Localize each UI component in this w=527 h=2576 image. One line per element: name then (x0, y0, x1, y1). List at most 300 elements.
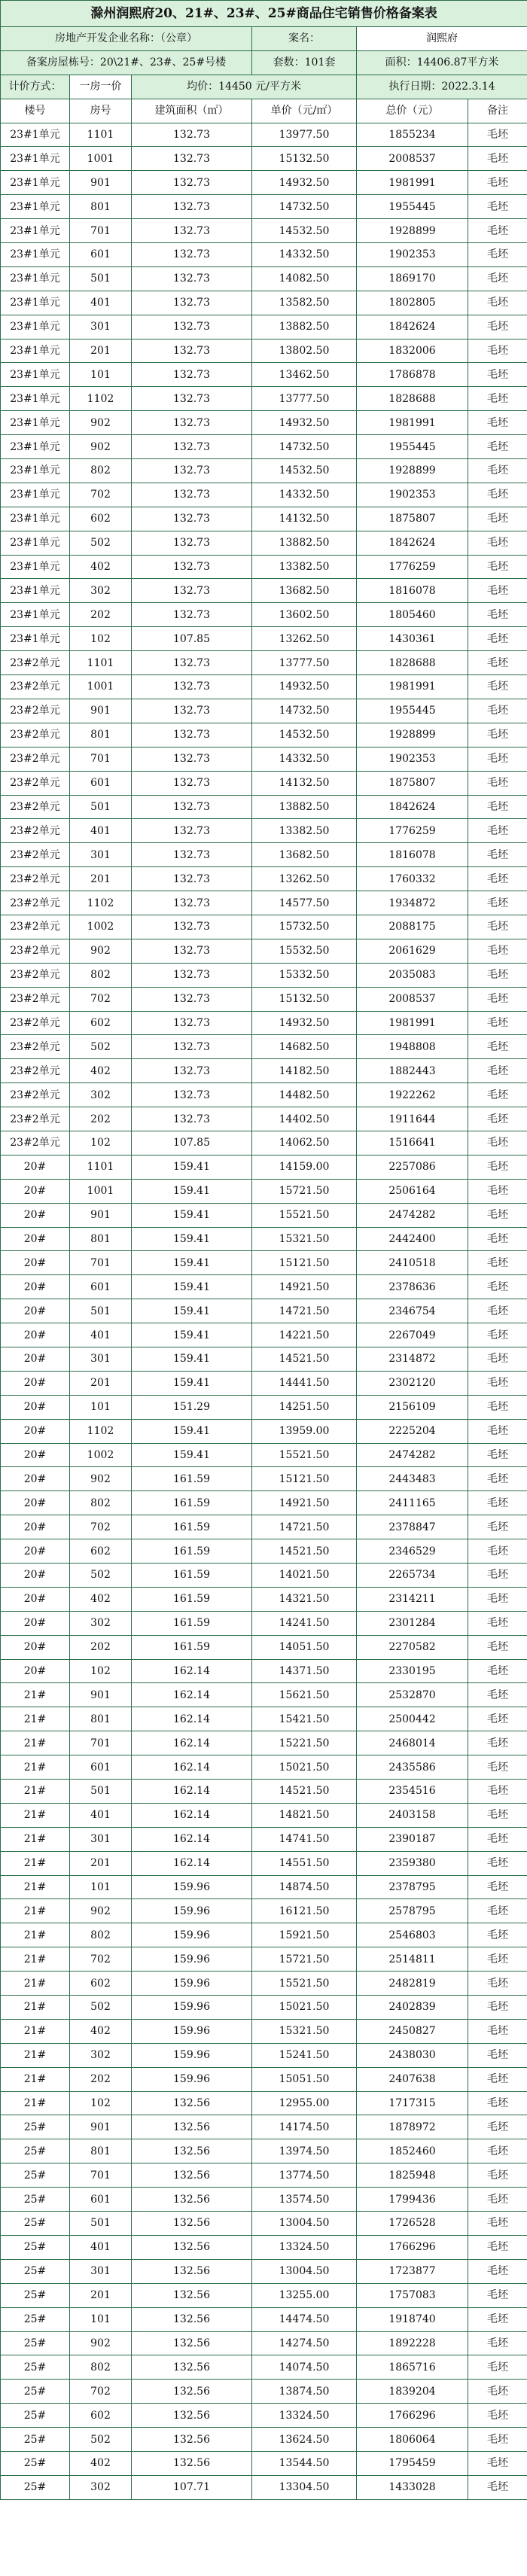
cell-room: 601 (70, 1755, 132, 1780)
cell-total-price: 1865716 (357, 2355, 468, 2380)
cell-note: 毛坯 (468, 1155, 527, 1179)
cell-building: 20# (1, 1299, 70, 1323)
cell-building: 20# (1, 1635, 70, 1659)
cell-total-price: 1928899 (357, 723, 468, 747)
cell-unit-price: 13262.50 (252, 867, 357, 891)
cell-area: 132.73 (132, 507, 252, 531)
cell-total-price: 1928899 (357, 459, 468, 483)
cell-area: 132.73 (132, 1059, 252, 1083)
cell-unit-price: 13324.50 (252, 2235, 357, 2259)
table-row (1, 1515, 527, 1539)
cell-unit-price: 14174.50 (252, 2115, 357, 2139)
cell-unit-price: 15121.50 (252, 1467, 357, 1491)
cell-building: 23#2单元 (1, 1083, 70, 1107)
cell-total-price: 2346529 (357, 1539, 468, 1564)
cell-total-price: 1922262 (357, 1083, 468, 1107)
cell-total-price: 2546803 (357, 1923, 468, 1947)
cell-room: 502 (70, 531, 132, 555)
cell-note: 毛坯 (468, 2067, 527, 2091)
cell-building: 21# (1, 1875, 70, 1899)
cell-unit-price: 13777.50 (252, 651, 357, 675)
cell-total-price: 2435586 (357, 1755, 468, 1780)
cell-room: 902 (70, 939, 132, 963)
cell-room: 202 (70, 1107, 132, 1131)
cell-room: 802 (70, 1491, 132, 1515)
cell-total-price: 1786878 (357, 363, 468, 387)
cell-total-price: 1911644 (357, 1107, 468, 1131)
cell-unit-price: 13574.50 (252, 2188, 357, 2212)
cell-area: 132.73 (132, 266, 252, 291)
cell-room: 302 (70, 1083, 132, 1107)
cell-building: 23#2单元 (1, 891, 70, 915)
cell-total-price: 1757083 (357, 2283, 468, 2307)
cell-area: 161.59 (132, 1564, 252, 1588)
execution-date: 执行日期：2022.3.14 (357, 75, 527, 99)
cell-building: 23#1单元 (1, 339, 70, 363)
cell-note: 毛坯 (468, 2259, 527, 2283)
cell-area: 159.41 (132, 1251, 252, 1275)
cell-room: 102 (70, 627, 132, 651)
header-room: 房号 (70, 99, 132, 123)
cell-total-price: 1955445 (357, 435, 468, 459)
cell-total-price: 1723877 (357, 2259, 468, 2283)
cell-note: 毛坯 (468, 2115, 527, 2139)
cell-building: 23#1单元 (1, 579, 70, 603)
cell-room: 302 (70, 2475, 132, 2499)
table-row (1, 939, 527, 963)
cell-note: 毛坯 (468, 1851, 527, 1875)
cell-unit-price: 13882.50 (252, 795, 357, 819)
cell-note: 毛坯 (468, 1083, 527, 1107)
cell-room: 101 (70, 2307, 132, 2331)
cell-total-price: 1902353 (357, 483, 468, 507)
cell-total-price: 1430361 (357, 627, 468, 651)
table-row (1, 339, 527, 363)
cell-note: 毛坯 (468, 2428, 527, 2452)
cell-building: 23#1单元 (1, 531, 70, 555)
cell-note: 毛坯 (468, 2163, 527, 2188)
cell-area: 132.73 (132, 243, 252, 267)
cell-room: 501 (70, 1299, 132, 1323)
cell-total-price: 2407638 (357, 2067, 468, 2091)
cell-building: 23#2单元 (1, 1011, 70, 1035)
table-row (1, 291, 527, 315)
cell-unit-price: 14371.50 (252, 1659, 357, 1683)
cell-note: 毛坯 (468, 1251, 527, 1275)
cell-unit-price: 14332.50 (252, 483, 357, 507)
cell-room: 702 (70, 1947, 132, 1972)
cell-note: 毛坯 (468, 603, 527, 627)
cell-room: 1102 (70, 1419, 132, 1443)
cell-total-price: 1842624 (357, 531, 468, 555)
cell-area: 159.41 (132, 1179, 252, 1203)
cell-area: 161.59 (132, 1515, 252, 1539)
cell-unit-price: 14051.50 (252, 1635, 357, 1659)
cell-building: 21# (1, 1780, 70, 1804)
cell-unit-price: 15521.50 (252, 1443, 357, 1467)
cell-unit-price: 15921.50 (252, 1923, 357, 1947)
cell-total-price: 1955445 (357, 195, 468, 219)
table-row (1, 795, 527, 819)
cell-building: 23#2单元 (1, 699, 70, 723)
table-row (1, 1755, 527, 1780)
cell-room: 402 (70, 2451, 132, 2475)
table-row (1, 2235, 527, 2259)
table-row (1, 1899, 527, 1923)
cell-note: 毛坯 (468, 2451, 527, 2475)
cell-total-price: 2035083 (357, 963, 468, 987)
cell-area: 132.73 (132, 675, 252, 699)
method-value: 一房一价 (70, 75, 132, 99)
cell-building: 23#1单元 (1, 123, 70, 147)
building-row (1, 50, 527, 75)
cell-unit-price: 14521.50 (252, 1780, 357, 1804)
table-row (1, 2212, 527, 2236)
cell-note: 毛坯 (468, 1299, 527, 1323)
cell-unit-price: 14159.00 (252, 1155, 357, 1179)
cell-note: 毛坯 (468, 1491, 527, 1515)
table-row (1, 867, 527, 891)
cell-total-price: 2410518 (357, 1251, 468, 1275)
cell-unit-price: 13874.50 (252, 2380, 357, 2404)
cell-unit-price: 16121.50 (252, 1899, 357, 1923)
cell-total-price: 1816078 (357, 843, 468, 867)
table-row (1, 1323, 527, 1347)
cell-total-price: 2506164 (357, 1179, 468, 1203)
cell-area: 159.41 (132, 1299, 252, 1323)
cell-unit-price: 13974.50 (252, 2139, 357, 2163)
cell-area: 159.41 (132, 1203, 252, 1227)
cell-total-price: 1928899 (357, 219, 468, 243)
cell-area: 132.56 (132, 2283, 252, 2307)
cell-unit-price: 15332.50 (252, 963, 357, 987)
table-row (1, 1875, 527, 1899)
cell-room: 601 (70, 2188, 132, 2212)
cell-room: 301 (70, 843, 132, 867)
cell-total-price: 2008537 (357, 147, 468, 171)
table-row (1, 1155, 527, 1179)
table-row (1, 1683, 527, 1707)
table-row (1, 1467, 527, 1491)
cell-building: 23#2单元 (1, 939, 70, 963)
cell-building: 25# (1, 2259, 70, 2283)
cell-unit-price: 14074.50 (252, 2355, 357, 2380)
table-row (1, 2283, 527, 2307)
cell-total-price: 2265734 (357, 1564, 468, 1588)
cell-building: 23#2单元 (1, 1035, 70, 1059)
table-body (1, 1, 527, 2500)
cell-area: 107.85 (132, 627, 252, 651)
cell-note: 毛坯 (468, 2355, 527, 2380)
cell-unit-price: 15321.50 (252, 1227, 357, 1251)
cell-total-price: 2438030 (357, 2043, 468, 2067)
cell-room: 802 (70, 2355, 132, 2380)
cell-room: 402 (70, 1059, 132, 1083)
cell-building: 25# (1, 2380, 70, 2404)
cell-total-price: 2156109 (357, 1395, 468, 1419)
cell-total-price: 1795459 (357, 2451, 468, 2475)
cell-room: 1002 (70, 1443, 132, 1467)
cell-area: 132.73 (132, 1035, 252, 1059)
cell-note: 毛坯 (468, 243, 527, 267)
cell-note: 毛坯 (468, 1923, 527, 1947)
units-label: 套数：101套 (252, 50, 357, 75)
cell-building: 25# (1, 2115, 70, 2139)
table-row (1, 315, 527, 339)
table-row (1, 1491, 527, 1515)
cell-total-price: 2314872 (357, 1347, 468, 1371)
cell-area: 159.41 (132, 1371, 252, 1395)
cell-area: 132.73 (132, 483, 252, 507)
cell-total-price: 2061629 (357, 939, 468, 963)
cell-building: 20# (1, 1203, 70, 1227)
cell-note: 毛坯 (468, 195, 527, 219)
cell-building: 23#2单元 (1, 867, 70, 891)
cell-area: 161.59 (132, 1635, 252, 1659)
cell-unit-price: 14732.50 (252, 435, 357, 459)
cell-area: 132.73 (132, 603, 252, 627)
cell-building: 20# (1, 1611, 70, 1635)
cell-note: 毛坯 (468, 291, 527, 315)
table-row (1, 1131, 527, 1155)
cell-area: 159.96 (132, 1947, 252, 1972)
cell-room: 1001 (70, 1179, 132, 1203)
cell-building: 20# (1, 1227, 70, 1251)
cell-unit-price: 14402.50 (252, 1107, 357, 1131)
cell-note: 毛坯 (468, 651, 527, 675)
cell-building: 23#1单元 (1, 411, 70, 435)
cell-area: 132.73 (132, 219, 252, 243)
cell-room: 801 (70, 195, 132, 219)
table-row (1, 1083, 527, 1107)
cell-area: 132.56 (132, 2307, 252, 2331)
developer-label: 房地产开发企业名称：（公章） (1, 27, 252, 51)
cell-area: 132.73 (132, 939, 252, 963)
cell-unit-price: 13777.50 (252, 387, 357, 411)
cell-area: 132.73 (132, 891, 252, 915)
cell-building: 20# (1, 1539, 70, 1564)
area-label: 面积：14406.87平方米 (357, 50, 527, 75)
cell-total-price: 2474282 (357, 1443, 468, 1467)
table-row (1, 1564, 527, 1588)
cell-building: 23#2单元 (1, 819, 70, 843)
table-row (1, 123, 527, 147)
cell-total-price: 1948808 (357, 1035, 468, 1059)
cell-unit-price: 13304.50 (252, 2475, 357, 2499)
cell-room: 102 (70, 1659, 132, 1683)
case-label: 案名： (252, 27, 357, 51)
cell-building: 25# (1, 2283, 70, 2307)
cell-room: 101 (70, 1875, 132, 1899)
table-row (1, 147, 527, 171)
table-row (1, 2091, 527, 2115)
table-row (1, 2067, 527, 2091)
cell-building: 21# (1, 1851, 70, 1875)
cell-unit-price: 13977.50 (252, 123, 357, 147)
cell-room: 601 (70, 1275, 132, 1299)
cell-unit-price: 13324.50 (252, 2404, 357, 2428)
cell-building: 25# (1, 2163, 70, 2188)
table-row (1, 411, 527, 435)
cell-area: 132.73 (132, 195, 252, 219)
table-row (1, 2475, 527, 2499)
cell-unit-price: 14321.50 (252, 1587, 357, 1611)
cell-note: 毛坯 (468, 483, 527, 507)
cell-room: 901 (70, 1203, 132, 1227)
cell-room: 501 (70, 795, 132, 819)
table-row (1, 699, 527, 723)
cell-room: 902 (70, 411, 132, 435)
cell-building: 25# (1, 2188, 70, 2212)
cell-note: 毛坯 (468, 1011, 527, 1035)
cell-room: 201 (70, 2283, 132, 2307)
cell-total-price: 1776259 (357, 819, 468, 843)
cell-room: 1001 (70, 675, 132, 699)
cell-note: 毛坯 (468, 1635, 527, 1659)
cell-building: 25# (1, 2212, 70, 2236)
cell-note: 毛坯 (468, 2331, 527, 2355)
cell-total-price: 1855234 (357, 123, 468, 147)
cell-building: 23#2单元 (1, 651, 70, 675)
cell-building: 20# (1, 1443, 70, 1467)
cell-area: 162.14 (132, 1707, 252, 1731)
cell-note: 毛坯 (468, 1515, 527, 1539)
cell-unit-price: 14577.50 (252, 891, 357, 915)
cell-note: 毛坯 (468, 2307, 527, 2331)
cell-unit-price: 14251.50 (252, 1395, 357, 1419)
cell-total-price: 1955445 (357, 699, 468, 723)
cell-building: 25# (1, 2139, 70, 2163)
cell-total-price: 2482819 (357, 1972, 468, 1996)
cell-total-price: 1760332 (357, 867, 468, 891)
table-row (1, 195, 527, 219)
table-row (1, 459, 527, 483)
cell-total-price: 1816078 (357, 579, 468, 603)
cell-room: 1101 (70, 651, 132, 675)
cell-total-price: 2411165 (357, 1491, 468, 1515)
table-row (1, 963, 527, 987)
cell-area: 132.73 (132, 867, 252, 891)
cell-building: 21# (1, 1683, 70, 1707)
cell-unit-price: 13882.50 (252, 315, 357, 339)
cell-room: 902 (70, 1467, 132, 1491)
table-row (1, 1803, 527, 1827)
cell-unit-price: 14932.50 (252, 411, 357, 435)
cell-note: 毛坯 (468, 387, 527, 411)
cell-building: 21# (1, 1947, 70, 1972)
table-row (1, 1635, 527, 1659)
cell-room: 702 (70, 987, 132, 1011)
cell-building: 23#1单元 (1, 483, 70, 507)
cell-total-price: 1934872 (357, 891, 468, 915)
cell-area: 161.59 (132, 1611, 252, 1635)
cell-room: 601 (70, 771, 132, 795)
cell-room: 501 (70, 2212, 132, 2236)
cell-note: 毛坯 (468, 1203, 527, 1227)
cell-note: 毛坯 (468, 1467, 527, 1491)
cell-unit-price: 13774.50 (252, 2163, 357, 2188)
cell-total-price: 2468014 (357, 1731, 468, 1755)
table-row (1, 1827, 527, 1851)
table-row (1, 651, 527, 675)
table-row (1, 1251, 527, 1275)
pricing-row (1, 75, 527, 99)
cell-area: 132.73 (132, 123, 252, 147)
table-row (1, 555, 527, 579)
cell-total-price: 2514811 (357, 1947, 468, 1972)
cell-unit-price: 13004.50 (252, 2212, 357, 2236)
cell-unit-price: 15532.50 (252, 939, 357, 963)
table-row (1, 1659, 527, 1683)
table-row (1, 1371, 527, 1395)
cell-total-price: 1726528 (357, 2212, 468, 2236)
cell-building: 23#1单元 (1, 459, 70, 483)
column-header-row (1, 99, 527, 123)
cell-building: 25# (1, 2307, 70, 2331)
cell-note: 毛坯 (468, 2019, 527, 2043)
cell-unit-price: 13255.00 (252, 2283, 357, 2307)
table-row (1, 1947, 527, 1972)
cell-unit-price: 13959.00 (252, 1419, 357, 1443)
table-row (1, 2307, 527, 2331)
cell-area: 159.41 (132, 1419, 252, 1443)
cell-building: 23#1单元 (1, 171, 70, 195)
cell-building: 23#1单元 (1, 315, 70, 339)
cell-room: 602 (70, 1972, 132, 1996)
cell-room: 102 (70, 1131, 132, 1155)
cell-note: 毛坯 (468, 1107, 527, 1131)
cell-total-price: 1766296 (357, 2235, 468, 2259)
cell-note: 毛坯 (468, 315, 527, 339)
cell-building: 25# (1, 2355, 70, 2380)
table-row (1, 483, 527, 507)
cell-building: 23#1单元 (1, 603, 70, 627)
table-row (1, 1011, 527, 1035)
cell-room: 402 (70, 555, 132, 579)
cell-unit-price: 12955.00 (252, 2091, 357, 2115)
cell-unit-price: 14721.50 (252, 1299, 357, 1323)
table-row (1, 1395, 527, 1419)
cell-area: 159.41 (132, 1227, 252, 1251)
cell-building: 23#1单元 (1, 507, 70, 531)
cell-total-price: 1799436 (357, 2188, 468, 2212)
cell-total-price: 1766296 (357, 2404, 468, 2428)
cell-room: 501 (70, 1780, 132, 1804)
cell-area: 132.73 (132, 771, 252, 795)
cell-room: 901 (70, 699, 132, 723)
cell-room: 902 (70, 435, 132, 459)
cell-building: 23#1单元 (1, 195, 70, 219)
cell-room: 901 (70, 171, 132, 195)
table-row (1, 1707, 527, 1731)
cell-note: 毛坯 (468, 1659, 527, 1683)
cell-area: 132.56 (132, 2115, 252, 2139)
cell-total-price: 1825948 (357, 2163, 468, 2188)
cell-unit-price: 14441.50 (252, 1371, 357, 1395)
cell-area: 132.73 (132, 723, 252, 747)
cell-unit-price: 14682.50 (252, 1035, 357, 1059)
cell-total-price: 2314211 (357, 1587, 468, 1611)
table-row (1, 1275, 527, 1299)
cell-room: 101 (70, 1395, 132, 1419)
cell-total-price: 2442400 (357, 1227, 468, 1251)
cell-total-price: 1433028 (357, 2475, 468, 2499)
cell-note: 毛坯 (468, 1035, 527, 1059)
cell-area: 132.73 (132, 843, 252, 867)
cell-building: 20# (1, 1659, 70, 1683)
table-row (1, 1539, 527, 1564)
cell-building: 23#1单元 (1, 219, 70, 243)
